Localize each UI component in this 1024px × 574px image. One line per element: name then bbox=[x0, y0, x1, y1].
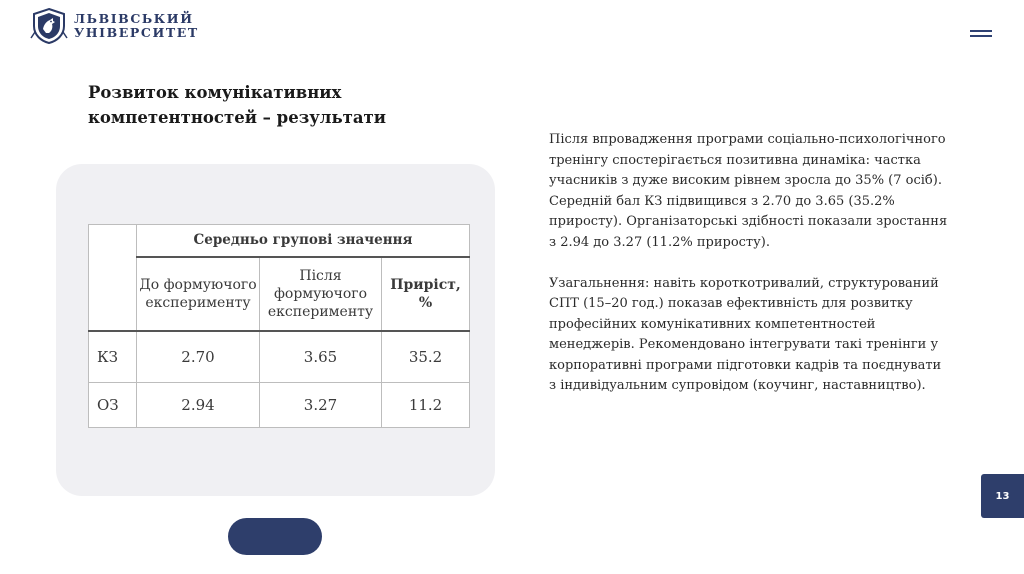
logo-line-1: ЛЬВІВСЬКИЙ bbox=[74, 11, 194, 26]
table-group-header-row bbox=[89, 225, 470, 257]
table-column-header-row bbox=[89, 257, 470, 331]
cell-before: 2.94 bbox=[137, 383, 260, 428]
results-description bbox=[549, 130, 949, 417]
page-number-badge: 13 bbox=[981, 474, 1024, 518]
cell-after: 3.27 bbox=[260, 383, 382, 428]
column-header-growth: Приріст, % bbox=[382, 257, 470, 331]
university-crest-icon bbox=[30, 7, 68, 45]
table-corner-cell bbox=[89, 225, 137, 331]
summary-paragraph: Узагальнення: навіть короткотривалий, структурований СПТ (15–20 год.) показав ефективність для розвитку професійних комунікативних компетентностей менеджерів. Рекомендовано інтегрувати такі тренінги у корпоративні програми підготовки кадрів та поєднувати з індивідуальним супровідом (коучинг, наставництво). bbox=[549, 275, 942, 393]
navigation-pill-button[interactable] bbox=[228, 518, 322, 555]
logo-line-2: УНІВЕРСИТЕТ bbox=[74, 25, 199, 40]
hamburger-menu-icon[interactable] bbox=[970, 28, 992, 40]
cell-before: 2.70 bbox=[137, 331, 260, 383]
university-logo[interactable] bbox=[30, 7, 199, 45]
cell-after: 3.65 bbox=[260, 331, 382, 383]
row-label: ОЗ bbox=[89, 383, 137, 428]
table-row bbox=[89, 331, 470, 383]
slide-title: Розвиток комунікативних компетентностей – результати bbox=[88, 83, 387, 127]
row-label: КЗ bbox=[89, 331, 137, 383]
cell-growth: 35.2 bbox=[382, 331, 470, 383]
table-row bbox=[89, 383, 470, 428]
column-header-after: Після формуючого експерименту bbox=[260, 257, 382, 331]
cell-growth: 11.2 bbox=[382, 383, 470, 428]
results-paragraph: Після впровадження програми соціально-психологічного тренінгу спостерігається позитивна динаміка: частка учасників з дуже високим рівнем зросла до 35% (7 осіб). Середній бал КЗ підвищився з 2.70 до 3.65 (35.2% приросту). Організаторські здібності показали зростання з 2.94 до 3.27 (11.2% приросту). bbox=[549, 132, 948, 250]
results-table bbox=[88, 224, 470, 428]
table-group-header: Середньо групові значення bbox=[137, 225, 470, 257]
menu-bar-top bbox=[970, 30, 992, 32]
menu-bar-bottom bbox=[970, 35, 992, 37]
column-header-before: До формуючого експерименту bbox=[137, 257, 260, 331]
